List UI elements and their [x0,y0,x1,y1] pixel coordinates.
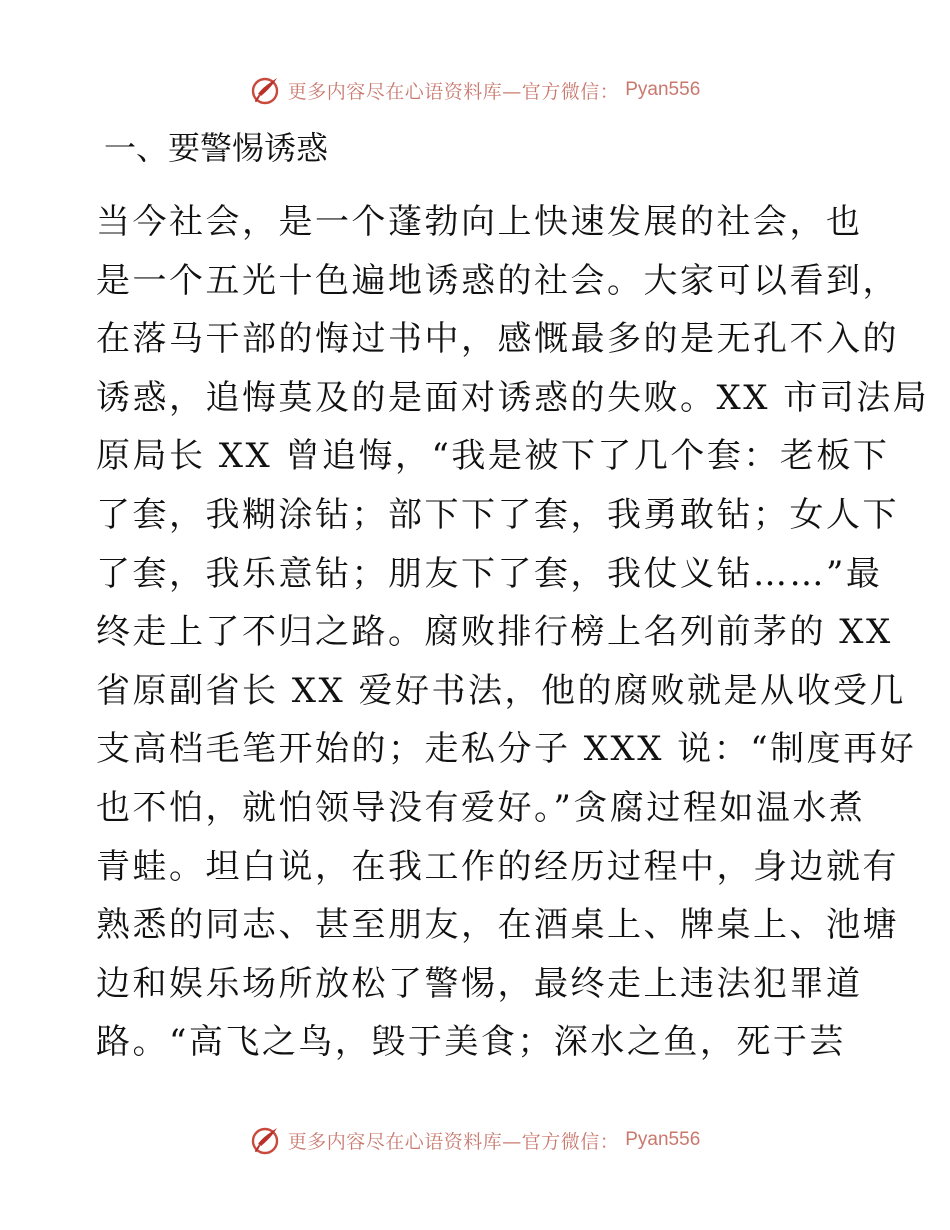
text-line: 也不怕，就怕领导没有爱好。”贪腐过程如温水煮 [96,787,866,828]
text-line: 支高档毛笔开始的；走私分子 XXX 说：“制度再好 [96,729,917,770]
watermark-wechat-id: Pyan556 [625,1129,701,1150]
text-line: 省原副省长 XX 爱好书法，他的腐败就是从收受几 [96,670,907,711]
watermark-wechat-id: Pyan556 [625,79,701,100]
body-paragraph [96,198,930,1077]
text-line: 在落马干部的悔过书中，感慨最多的是无孔不入的 [96,319,899,360]
text-line: 青蛙。坦白说，在我工作的经历过程中，身边就有 [96,846,899,887]
text-line: 当今社会，是一个蓬勃向上快速发展的社会，也 [96,202,863,242]
text-line: 路。“高飞之鸟，毁于美食；深水之鱼，死于芸 [96,1022,846,1063]
watermark-text: 更多内容尽在心语资料库—官方微信： [287,1130,620,1153]
watermark-footer [0,1120,950,1160]
section-heading: 一、要警惕诱惑 [104,129,329,167]
text-line: 了套，我糊涂钻；部下下了套，我勇敢钻；女人下 [96,494,899,535]
text-line: 边和娱乐场所放松了警惕，最终走上违法犯罪道 [96,963,863,1004]
text-line: 熟悉的同志、甚至朋友，在酒桌上、牌桌上、池塘 [96,905,899,946]
quill-logo-icon [250,74,282,106]
text-line: 诱惑，追悔莫及的是面对诱惑的失败。XX 市司法局 [96,377,930,418]
quill-logo-icon [250,1124,282,1156]
text-line: 原局长 XX 曾追悔，“我是被下了几个套：老板下 [96,436,890,477]
watermark-text: 更多内容尽在心语资料库—官方微信： [287,80,620,103]
watermark-header [0,70,950,110]
text-line: 是一个五光十色遍地诱惑的社会。大家可以看到， [96,260,899,301]
text-line: 终走上了不归之路。腐败排行榜上名列前茅的 XX [96,612,893,653]
text-line: 了套，我乐意钻；朋友下了套，我仗义钻……”最 [96,553,883,594]
